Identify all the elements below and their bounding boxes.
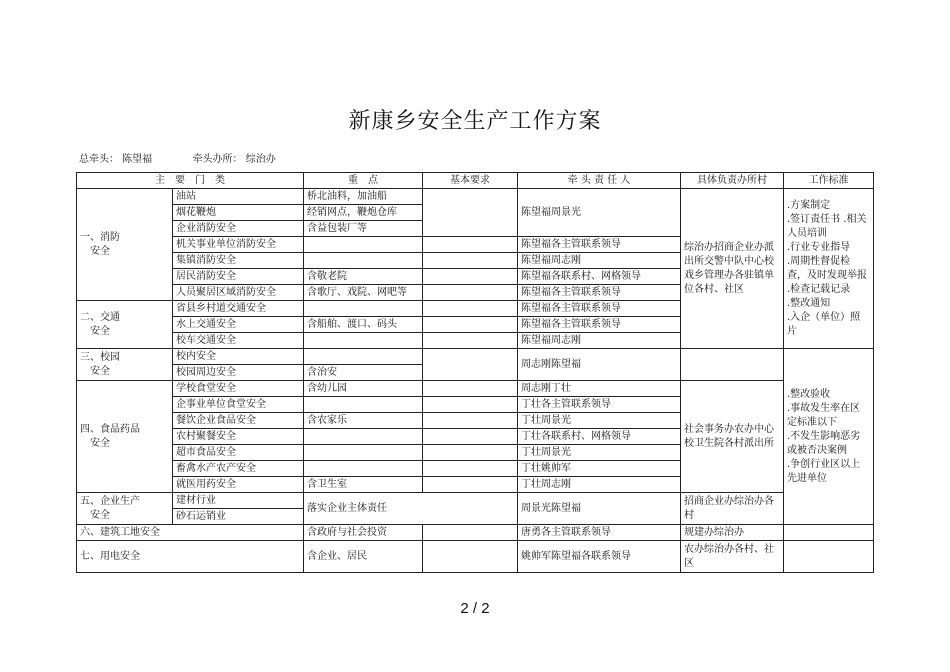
row-responsible: 陈望福各联系村、网格领导 [518, 269, 681, 285]
row-requirement: 落实企业主体责任 [304, 493, 518, 525]
row-responsible: 陈望福周志刚 [518, 333, 681, 349]
row-item: 学校食堂安全 [173, 381, 304, 397]
row-responsible: 丁壮周景光 [518, 413, 681, 429]
lead-value: 陈望福 [122, 154, 153, 165]
row-focus [304, 461, 423, 477]
row-focus: 含船舶、渡口、码头 [304, 317, 423, 333]
row-item: 农村聚餐安全 [173, 429, 304, 445]
row-focus [304, 349, 423, 365]
standards-part-2: .整改验收 .事故发生率在区定标准以下 .不发生影响恶劣或被否决案例 .争创行业区以上先进单位 [784, 349, 874, 525]
table-row [77, 349, 874, 365]
row-responsible: 丁壮各联系村、网格领导 [518, 429, 681, 445]
row-responsible: 陈望福周志刚 [518, 253, 681, 269]
row-responsible: 丁壮各主管联系领导 [518, 397, 681, 413]
row-office: 招商企业办综治办各村 [681, 493, 784, 525]
row-item: 校车交通安全 [173, 333, 304, 349]
section-traffic: 二、交通 安全 [77, 301, 173, 349]
row-item: 畜禽水产农产安全 [173, 461, 304, 477]
header-requirement: 基本要求 [423, 173, 518, 189]
office-group-b: 社会事务办农办中心校卫生院各村派出所 [681, 381, 784, 493]
row-item: 建材行业 [173, 493, 304, 509]
row-responsible: 丁壮姚帅军 [518, 461, 681, 477]
row-item: 企事业单位食堂安全 [173, 397, 304, 413]
row-focus [304, 397, 423, 413]
row-focus: 含歌厅、戏院、网吧等 [304, 285, 423, 301]
row-responsible: 陈望福各主管联系领导 [518, 317, 681, 333]
row-responsible: 周志刚丁壮 [518, 381, 681, 397]
row-focus: 含农家乐 [304, 413, 423, 429]
row-focus: 含政府与社会投资 [304, 525, 423, 541]
row-focus: 含企业、居民 [304, 541, 423, 573]
header-responsible: 牵 头 责 任 人 [518, 173, 681, 189]
header-office: 具体负责办所村 [681, 173, 784, 189]
row-item: 集镇消防安全 [173, 253, 304, 269]
row-office: 规建办综治办 [681, 525, 784, 541]
row-focus [304, 301, 423, 317]
office-group-a: 综治办招商企业办派出所交警中队中心校戏乡管理办各驻镇单位各村、社区 [681, 189, 784, 349]
section-fire: 一、消防 安全 [77, 189, 173, 301]
table-row [77, 189, 874, 205]
row-focus [304, 237, 423, 253]
standards-part-1: .方案制定 .签订责任书 .相关人员培训 .行业专业指导 .周期性督促检查，及时发现举报 .检查记载记录 .整改通知 .入企（单位）照片 [784, 189, 874, 349]
section-construction: 六、建筑工地安全 [77, 525, 304, 541]
header-focus: 重 点 [304, 173, 423, 189]
row-item: 餐饮企业食品安全 [173, 413, 304, 429]
row-responsible: 唐勇各主管联系领导 [518, 525, 681, 541]
row-item: 机关事业单位消防安全 [173, 237, 304, 253]
lead-label: 总牵头： [79, 154, 119, 165]
row-focus [304, 253, 423, 269]
row-item: 就医用药安全 [173, 477, 304, 493]
row-responsible: 陈望福周景光 [518, 189, 681, 237]
row-office: 农办综治办各村、社区 [681, 541, 784, 573]
row-responsible: 周志刚陈望福 [518, 349, 681, 381]
header-category: 主 要 门 类 [77, 173, 304, 189]
row-focus: 含治安 [304, 365, 423, 381]
row-focus: 含卫生室 [304, 477, 423, 493]
row-item: 居民消防安全 [173, 269, 304, 285]
row-focus: 经销网点，鞭炮仓库 [304, 205, 423, 221]
row-responsible: 丁壮周景光 [518, 445, 681, 461]
row-focus: 桥北油料，加油船 [304, 189, 423, 205]
row-item: 校园周边安全 [173, 365, 304, 381]
row-responsible: 陈望福各主管联系领导 [518, 301, 681, 317]
table-row [77, 525, 874, 541]
row-responsible: 陈望福各主管联系领导 [518, 285, 681, 301]
section-enterprise: 五、企业生产 安全 [77, 493, 173, 525]
page-title: 新康乡安全生产工作方案 [348, 109, 602, 134]
row-responsible: 周景光陈望福 [518, 493, 681, 525]
row-item: 人员聚居区域消防安全 [173, 285, 304, 301]
row-focus [304, 333, 423, 349]
row-item: 校内安全 [173, 349, 304, 365]
row-focus: 含益包装厂等 [304, 221, 423, 237]
row-item: 水上交通安全 [173, 317, 304, 333]
row-responsible: 陈望福各主管联系领导 [518, 237, 681, 253]
table-row [77, 493, 874, 509]
row-focus [304, 429, 423, 445]
section-food: 四、食品药品 安全 [77, 381, 173, 493]
row-item: 超市食品安全 [173, 445, 304, 461]
table-row [77, 541, 874, 573]
page-number: 2 / 2 [460, 600, 490, 617]
row-item: 企业消防安全 [173, 221, 304, 237]
office-label: 牵头办所： [192, 154, 243, 165]
row-focus [304, 445, 423, 461]
safety-plan-table [76, 172, 874, 573]
section-campus: 三、校园 安全 [77, 349, 173, 381]
row-focus: 含幼儿园 [304, 381, 423, 397]
table-header-row [77, 173, 874, 189]
office-value: 综治办 [245, 154, 276, 165]
row-focus: 含敬老院 [304, 269, 423, 285]
table-row [77, 381, 874, 397]
row-responsible: 丁壮周志刚 [518, 477, 681, 493]
header-standard: 工作标准 [784, 173, 874, 189]
row-item: 省县乡村道交通安全 [173, 301, 304, 317]
row-item: 烟花鞭炮 [173, 205, 304, 221]
section-power: 七、用电安全 [77, 541, 304, 573]
row-item: 油站 [173, 189, 304, 205]
row-item: 砂石运销业 [173, 509, 304, 525]
meta-line [79, 150, 276, 165]
row-responsible: 姚帅军陈望福各联系领导 [518, 541, 681, 573]
